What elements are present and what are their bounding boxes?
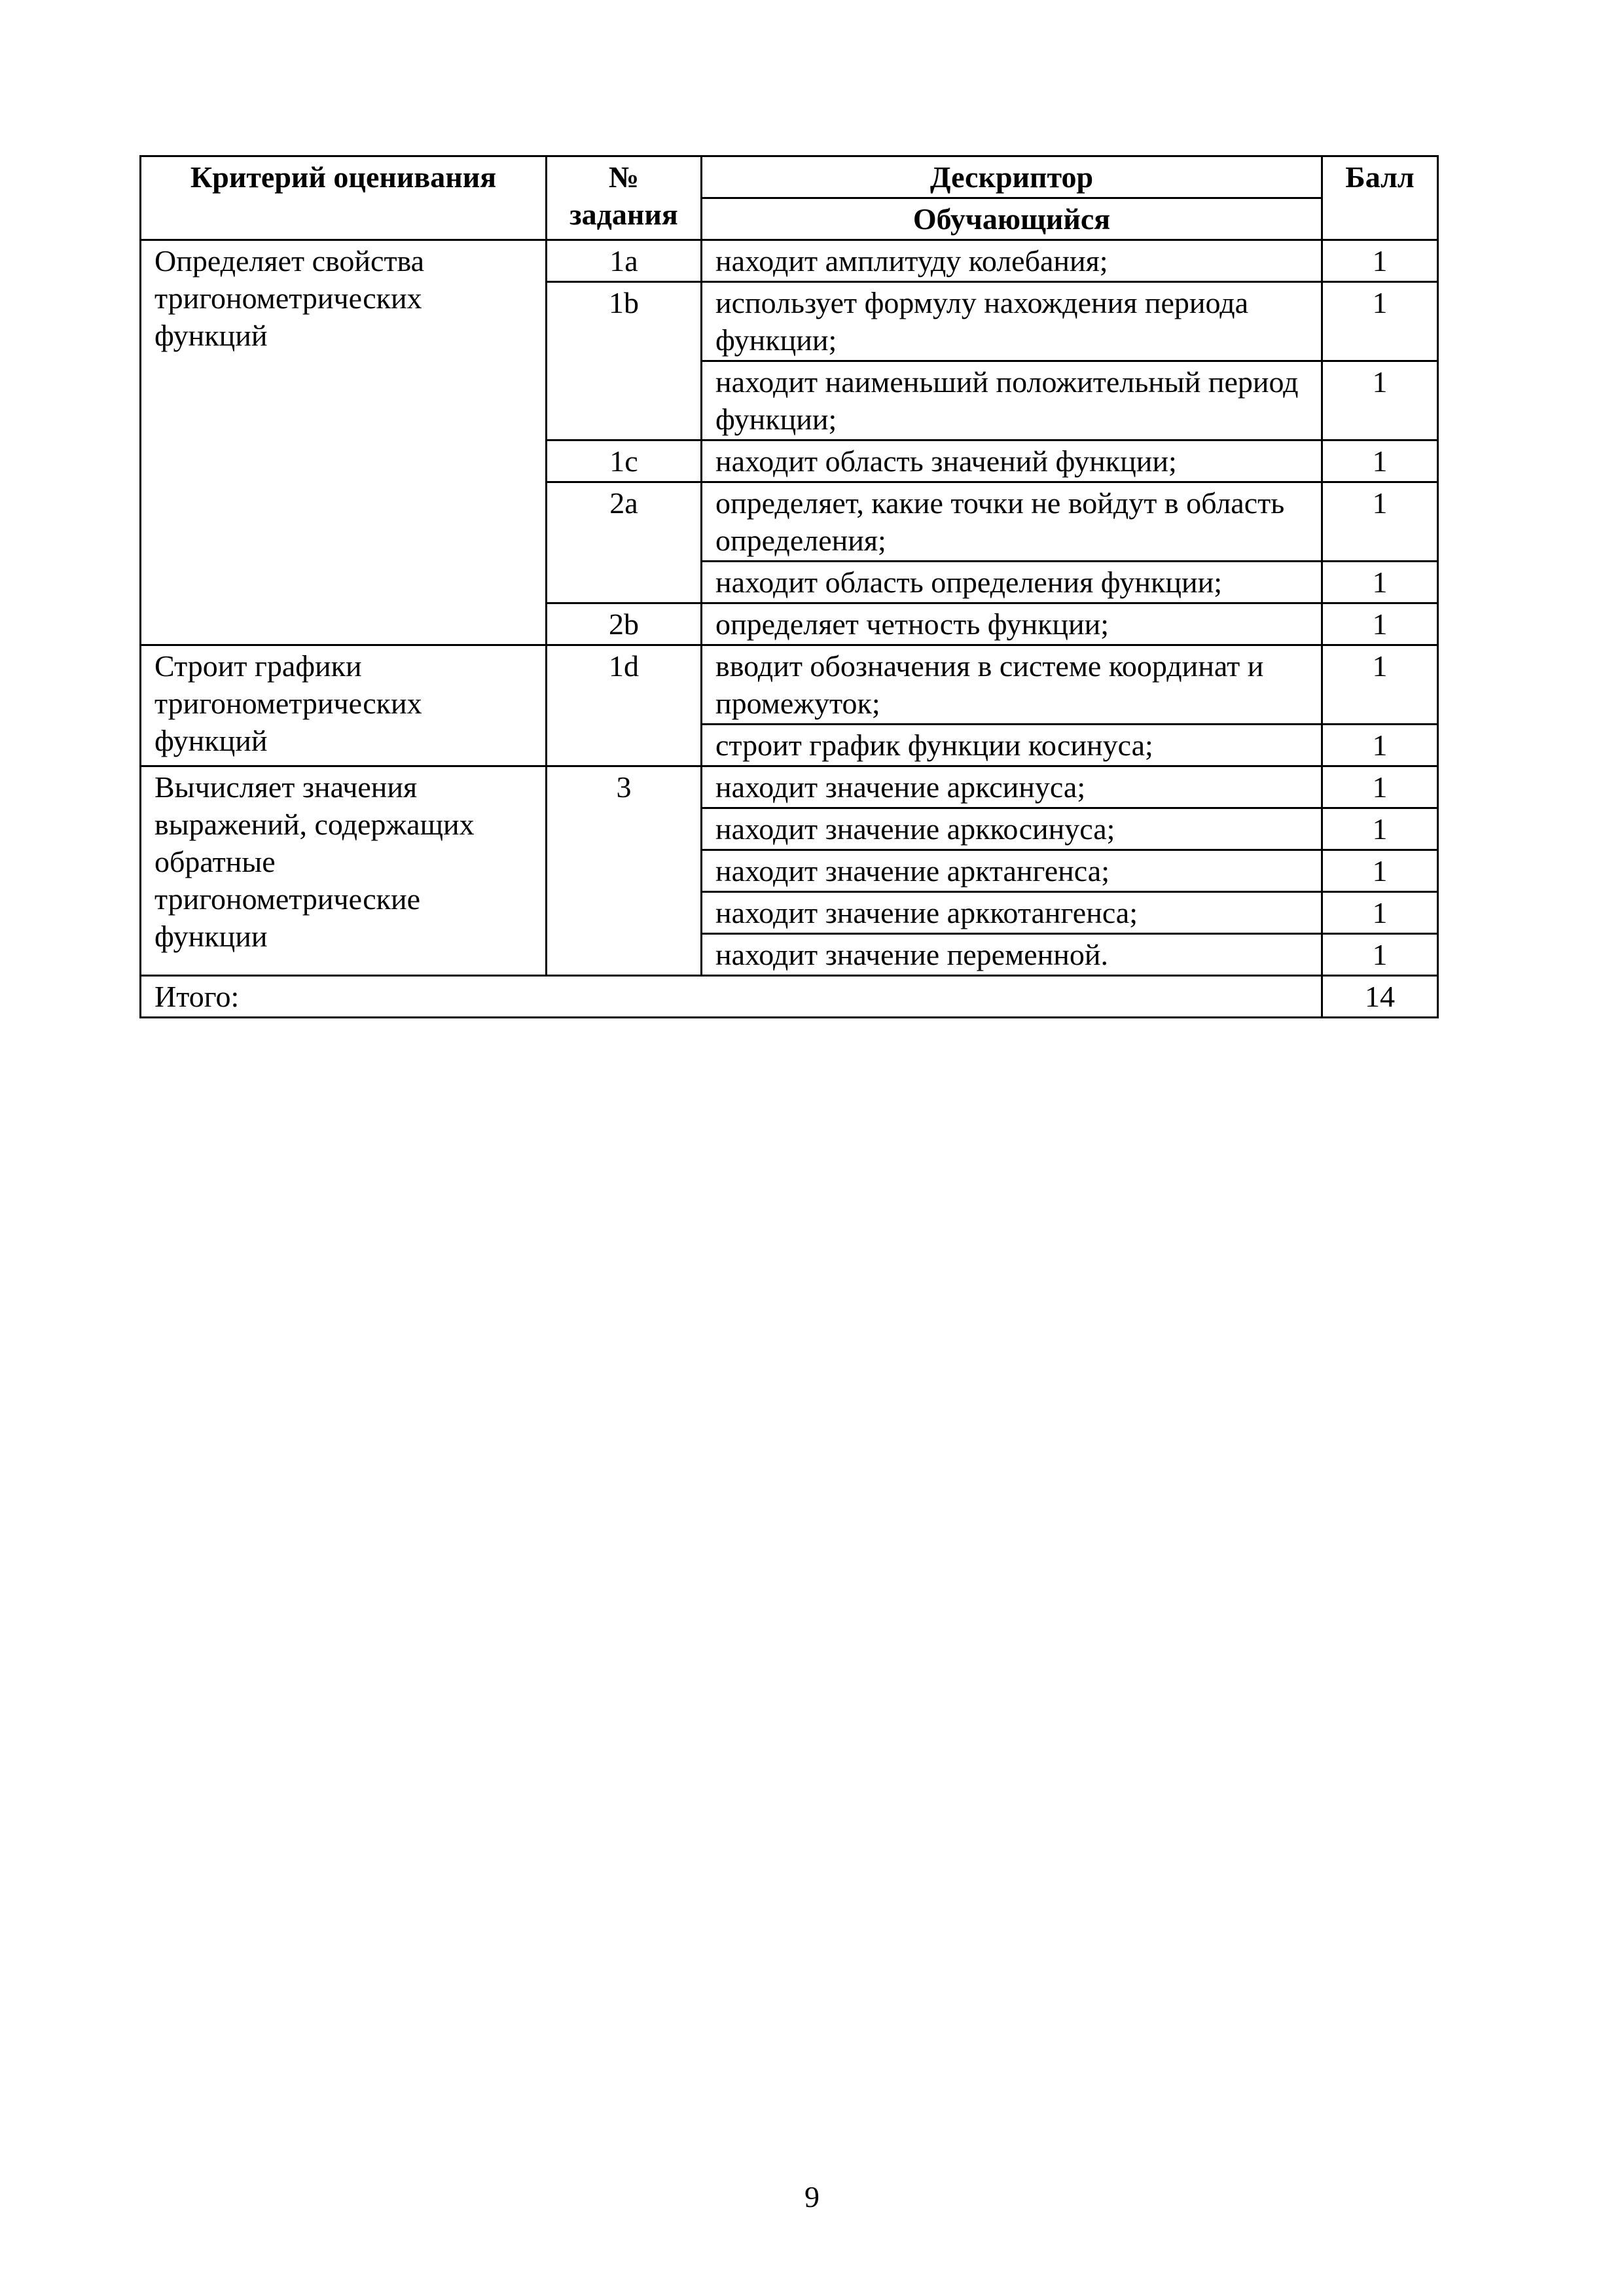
task-number-cell: 1a: [547, 240, 702, 282]
total-row: [141, 976, 1438, 1018]
descriptor-cell: находит значение переменной.: [702, 934, 1322, 976]
task-number-cell: 1d: [547, 645, 702, 766]
score-cell: 1: [1322, 562, 1438, 603]
score-cell: 1: [1322, 892, 1438, 934]
score-cell: 1: [1322, 603, 1438, 645]
criterion-cell: Строит графики тригонометрических функций: [141, 645, 547, 766]
criterion-cell: Вычисляет значения выражений, содержащих обратные тригонометрические функции: [141, 766, 547, 976]
header-criterion: Критерий оценивания: [141, 156, 547, 240]
criterion-cell: Определяет свойства тригонометрических функций: [141, 240, 547, 645]
task-number-cell: 3: [547, 766, 702, 976]
total-value: 14: [1322, 976, 1438, 1018]
descriptor-cell: находит наименьший положительный период функции;: [702, 361, 1322, 440]
header-descriptor: Дескриптор: [702, 156, 1322, 198]
descriptor-cell: находит значение арксинуса;: [702, 766, 1322, 808]
score-cell: 1: [1322, 766, 1438, 808]
descriptor-cell: строит график функции косинуса;: [702, 725, 1322, 766]
score-cell: 1: [1322, 808, 1438, 850]
table-row: [141, 766, 1438, 808]
score-cell: 1: [1322, 850, 1438, 892]
task-number-cell: 1b: [547, 282, 702, 440]
task-number-cell: 1c: [547, 440, 702, 482]
header-score: Балл: [1322, 156, 1438, 240]
total-label: Итого:: [141, 976, 1322, 1018]
task-number-cell: 2b: [547, 603, 702, 645]
score-cell: 1: [1322, 240, 1438, 282]
header-learner: Обучающийся: [702, 198, 1322, 240]
header-task-number-symbol: №: [608, 160, 640, 194]
table-row: [141, 240, 1438, 282]
page-number: 9: [804, 2180, 820, 2214]
score-cell: 1: [1322, 361, 1438, 440]
descriptor-cell: определяет, какие точки не войдут в область определения;: [702, 482, 1322, 562]
descriptor-cell: находит значение арктангенса;: [702, 850, 1322, 892]
header-task-number-word: задания: [569, 198, 678, 231]
descriptor-cell: использует формулу нахождения периода функции;: [702, 282, 1322, 361]
descriptor-cell: вводит обозначения в системе координат и промежуток;: [702, 645, 1322, 725]
task-number-cell: 2a: [547, 482, 702, 603]
assessment-rubric-table: [139, 155, 1439, 1018]
header-row-1: [141, 156, 1438, 198]
header-task-number: [547, 156, 702, 240]
score-cell: 1: [1322, 725, 1438, 766]
descriptor-cell: находит значение арккотангенса;: [702, 892, 1322, 934]
descriptor-cell: находит амплитуду колебания;: [702, 240, 1322, 282]
descriptor-cell: находит область значений функции;: [702, 440, 1322, 482]
descriptor-cell: находит значение арккосинуса;: [702, 808, 1322, 850]
score-cell: 1: [1322, 282, 1438, 361]
descriptor-cell: определяет четность функции;: [702, 603, 1322, 645]
score-cell: 1: [1322, 440, 1438, 482]
score-cell: 1: [1322, 934, 1438, 976]
descriptor-cell: находит область определения функции;: [702, 562, 1322, 603]
score-cell: 1: [1322, 645, 1438, 725]
table-row: [141, 645, 1438, 725]
score-cell: 1: [1322, 482, 1438, 562]
